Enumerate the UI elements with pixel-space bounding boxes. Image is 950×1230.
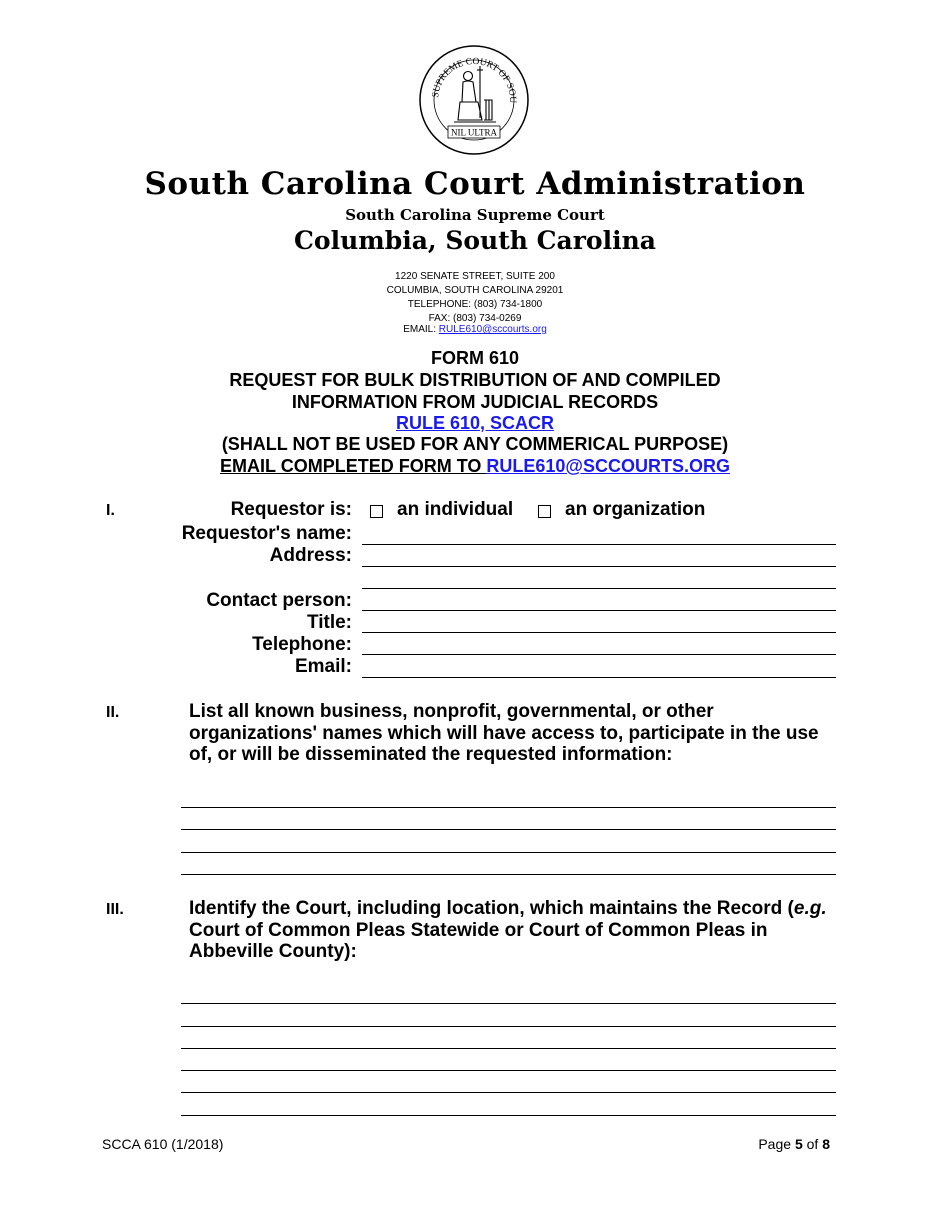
seal-motto: NIL ULTRA — [450, 127, 498, 138]
section-2-line-2[interactable] — [181, 829, 836, 830]
telephone-field[interactable] — [362, 654, 836, 655]
page-current: 5 — [794, 1136, 803, 1152]
section-3-text-italic: e.g. — [793, 898, 827, 919]
agency-name: South Carolina Court Administration — [144, 166, 806, 202]
section-3-line-3[interactable] — [181, 1048, 836, 1049]
telephone-line: TELEPHONE: (803) 734-1800 — [407, 299, 543, 310]
section-1-numeral: I. — [106, 502, 115, 519]
section-2-instructions: List all known business, nonprofit, governmental, or other organizations' names which will have access to, participate in the use of, or will be disseminated the requested information: — [189, 701, 819, 765]
section-3-line-1[interactable] — [181, 1003, 836, 1004]
email-field[interactable] — [362, 677, 836, 678]
court-seal — [418, 44, 530, 156]
section-3-numeral: III. — [106, 901, 124, 918]
requestor-is-label: Requestor is: — [230, 499, 352, 520]
address-label: Address: — [269, 545, 352, 566]
contact-person-label: Contact person: — [206, 590, 352, 611]
organization-checkbox[interactable] — [538, 505, 551, 518]
section-3-text-before: Identify the Court, including location, which maintains the Record ( — [189, 898, 794, 919]
email-instruction-text: EMAIL COMPLETED FORM TO — [220, 456, 487, 476]
form-title-line-1: REQUEST FOR BULK DISTRIBUTION OF AND COMPILED — [229, 370, 721, 390]
section-2-line-1[interactable] — [181, 807, 836, 808]
rule-line — [0, 413, 950, 434]
section-3-line-5[interactable] — [181, 1092, 836, 1093]
section-3-instructions — [189, 898, 829, 963]
email-instruction — [0, 456, 950, 477]
form-title-line-2: INFORMATION FROM JUDICIAL RECORDS — [291, 392, 659, 412]
section-2-line-3[interactable] — [181, 852, 836, 853]
section-3-text-after: Court of Common Pleas Statewide or Court of Common Pleas in Abbeville County): — [189, 919, 768, 962]
title-label: Title: — [306, 612, 352, 633]
header-email-link[interactable]: RULE610@sccourts.org — [438, 324, 547, 335]
address-line-2: COLUMBIA, SOUTH CAROLINA 29201 — [386, 285, 564, 296]
requestor-name-field[interactable] — [362, 544, 836, 545]
form-number: FORM 610 — [430, 348, 520, 368]
court-name: South Carolina Supreme Court — [345, 206, 605, 224]
section-3-line-6[interactable] — [181, 1115, 836, 1116]
restriction-notice: (SHALL NOT BE USED FOR ANY COMMERICAL PURPOSE) — [221, 434, 729, 454]
fax-line: FAX: (803) 734-0269 — [428, 313, 522, 324]
section-2-numeral: II. — [106, 704, 120, 721]
title-field[interactable] — [362, 632, 836, 633]
individual-checkbox[interactable] — [370, 505, 383, 518]
city-name: Columbia, South Carolina — [294, 226, 656, 255]
individual-option-label: an individual — [397, 499, 514, 520]
address-field-line-2[interactable] — [362, 588, 836, 589]
email-line — [0, 323, 950, 336]
address-line-1: 1220 SENATE STREET, SUITE 200 — [395, 271, 555, 282]
requestor-name-label: Requestor's name: — [181, 523, 352, 544]
page-prefix: Page — [758, 1136, 795, 1152]
contact-person-field[interactable] — [362, 610, 836, 611]
section-3-line-2[interactable] — [181, 1026, 836, 1027]
page-of: of — [802, 1136, 823, 1152]
telephone-label: Telephone: — [252, 634, 352, 655]
email-label-field: Email: — [294, 656, 352, 677]
seal-text: SUPREME COURT OF SOU — [431, 56, 518, 104]
section-3-line-4[interactable] — [181, 1070, 836, 1071]
rule-link[interactable]: RULE 610, SCACR — [395, 413, 555, 433]
email-label: EMAIL: — [403, 324, 439, 335]
form-code: SCCA 610 (1/2018) — [102, 1136, 224, 1152]
section-2-line-4[interactable] — [181, 874, 836, 875]
page-total: 8 — [822, 1136, 830, 1152]
organization-option-label: an organization — [565, 499, 706, 520]
email-instruction-link[interactable]: RULE610@SCCOURTS.ORG — [486, 456, 730, 476]
address-field-line-1[interactable] — [362, 566, 836, 567]
page-number — [758, 1136, 830, 1152]
